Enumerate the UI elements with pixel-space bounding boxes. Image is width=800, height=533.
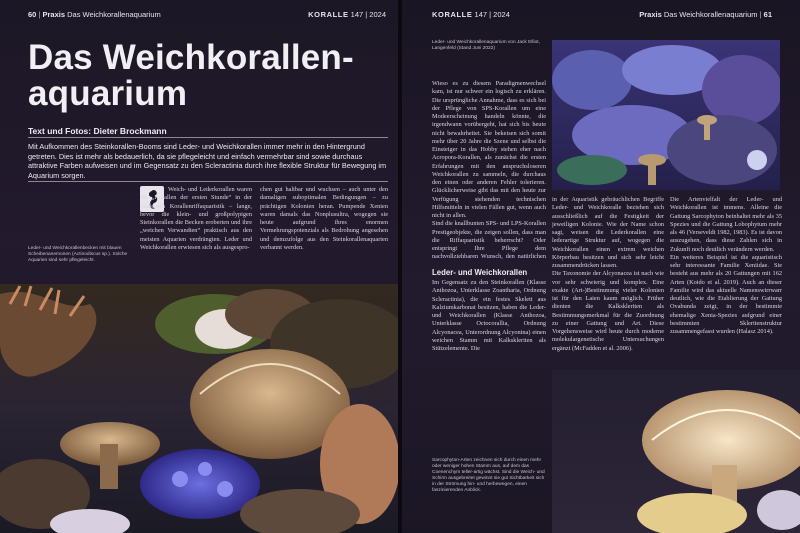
page-number: 60 — [28, 10, 37, 19]
header-topic: Das Weichkorallenaquarium — [663, 10, 758, 19]
byline: Text und Fotos: Dieter Brockmann — [28, 126, 167, 136]
left-page-magazine — [308, 10, 386, 19]
title-line-2: aquarium — [28, 74, 188, 113]
article-title — [28, 40, 354, 112]
body-column-3: Die Artenvielfalt der Leder- und Weichkorallen ist immens. Alleine die Gattung Sarcophyton beinhaltet mehr als 35 Spezies und die Gattung Lobophytum mehr als 46 (Verseveldt 1982, 1983). Es ist davon auszugehen, dass diese Zahlen sich in Zukunft noch deutlich verändern werden. Ein weiteres Beispiel ist die aquaristisch sehr interessante Familie Xeniidae. Sie besteht aus mehr als 20 Gattungen mit 162 Arten (Koido et al. 2019). Auch an dieser Familie wird das aktuelle Namenswirrwarr deutlich, wie die Etablierung der Gattung Ovabunda zeigt, in der bestimmte ehemalige Xenia-Spezies aufgrund einer bestimmten Skleritenstruktur zusammengefasst wurden (Halasz 2014). — [670, 196, 782, 335]
issue-number: 147 | 2024 — [474, 10, 510, 19]
body-column-1: Weich- und Lederkorallen waren die „Korallen der ersten Stunde“ in der modernen Korallenriffaquaristik – lange, bevor die klein- und großpolypigen Steinkorallen die Becken eroberten und ihre „weichen Verwandten“ praktisch aus den meisten Aquarien verdrängten. Leder und Weichkorallen erwiesen sich als ausgespro- — [140, 186, 252, 251]
magazine-name: KORALLE — [308, 10, 349, 19]
right-page-header: Praxis Das Weichkorallenaquarium | 61 — [639, 10, 772, 19]
coral-photo-left — [0, 284, 398, 533]
coral-photo-top — [552, 40, 780, 190]
right-page — [402, 0, 800, 533]
section-heading: Leder- und Weichkorallen — [432, 268, 528, 277]
header-topic: Das Weichkorallenaquarium — [67, 10, 161, 19]
body-column-1: Wieso es zu diesem Paradigmenwechsel kam, ist nur schwer ein logisch zu erklären. Die ursprüngliche Annahme, dass es sich bei der Pflege von SPS-Korallen um eine Modeerscheinung handeln könnte, die irgendwann vorübergeht, hat sich bis heute nicht bewahrheitet. Sie bekeisen sich somit mehr über 20 Jahre die Szene und selbst die Einsteiger in das Hobby stehen eher nach Acropora-Korallen, als zunächst die ersten Erfahrungen mit den anspruchsloseren Weichkorallen zu sammeln, die durchaus den einen oder anderen Fehler tolerieren. Glücklicherweise gibt das mit den heute zur Verfügung stehenden technischen Hilfsmitteln in vielen Fällen gut, wenn auch nicht in allen. Sind die knallbunten SPS- und LPS-Korallen Prestigeobjekte, die zeigen sollen, dass man die Riffaquaristik beherrscht? Oder entspringt Ihre Pflege dem nachvollziehbaren Wunsch, den natürlichen — [432, 80, 546, 260]
magazine-name: KORALLE — [432, 10, 473, 19]
body-column-1b: Im Gegensatz zu den Steinkorallen (Klasse Anthozoa, Unterklasse Zoantharia, Ordnung Scleractinia), die ein festes Skelett aus Kalziumkarbonat besitzen, haben die Leder- und Weichkorallen (Klasse Anthozoa, Unterklasse Octocorallia, Ordnung Alcyonacea, Unterordnung Alcyonina) einen weichen Stamm mit Kalkskleriten als Stützelemente. Die — [432, 279, 546, 352]
photo-caption: Leder- und Weichkorallenaquarium von Jack Elliot, Langenfeld (Stand Juni 2022) — [432, 40, 540, 51]
right-page-magazine — [432, 10, 510, 19]
body-column-2: chen gut haltbar und wuchsen – auch unter den damaligen suboptimalen Bedingungen – zu prächtigen Kolonien heran. Pumpende Xenien waren damals das Nonplusultra, wogegen sie heute aufgrund ihres enormen Vermehrungspotenzials als Bedrohung angesehen und demzufolge aus den Steinkorallenaquarien verbannt werden. — [260, 186, 388, 251]
divider — [28, 137, 388, 138]
section-block — [432, 262, 546, 389]
left-page — [0, 0, 398, 533]
page-number: 61 — [763, 10, 772, 19]
divider — [28, 181, 388, 182]
photo-caption: Leder- und Weichkorallenbecken mit blauen Scheibenanemonen (Actinodiscus sp.). Solche Aquarien sind sehr pflegeleicht. — [28, 246, 128, 263]
lead-paragraph: Mit Aufkommen des Steinkorallen-Booms sind Leder- und Weichkorallen immer mehr in den Hintergrund getreten. Dies ist mehr als bedauerlich, da sie pflegeleicht und einfach vermehrbar sind sowie durchaus attraktive Farben aufweisen und im Gegensatz zu den Scleractinia durch ihre flexible Struktur für Bewegung im Aquarium sorgen. — [28, 142, 387, 180]
section-label: Praxis — [639, 10, 662, 19]
issue-number: 147 | 2024 — [350, 10, 386, 19]
title-line-1: Das Weichkorallen- — [28, 38, 354, 77]
photo-caption: Sarcophyton-Arten zeichnen sich durch einen mehr oder weniger hohen Stamm aus, auf dem das Coenenchym teller-artig wächst. Sind die Weich- und Schirm ausgebreitet gewinnt sie gut Sichtbarkeit sich in der Strömung hin- und herbewegen, einen faszinierenden Anblick. — [432, 458, 545, 493]
left-page-header: 60 | Praxis Das Weichkorallenaquarium — [28, 10, 161, 19]
body-column-2: in der Aquaristik gebräuchlichen Begriffe Leder- und Weichkoralle beziehen sich ausschließlich auf die Festigkeit der jeweiligen Kolonie. Wie der Name schon sagt, weisen die Lederkorallen eine lederartige Struktur auf, wogegen die Weichkorallen einen extrem weichen Körperbau besitzen und sich sehr leicht zusammendrücken lassen. Die Taxonomie der Alcyonacea ist nach wie vor sehr schwierig und komplex. Eine exakte (Art-)Bestimmung vieler Kolonien ist für den Laien kaum möglich. Früher dienten die Kalkskleriten als Bestimmungsmerkmal für die Zuordnung zu einer Gattung und Art. Diese Vorgehensweise wird heute durch moderne molekulargenetische Untersuchungen ergänzt (McFadden et al. 2006). — [552, 196, 664, 352]
section-label: Praxis — [42, 10, 66, 19]
coral-photo-bottom — [552, 370, 800, 533]
